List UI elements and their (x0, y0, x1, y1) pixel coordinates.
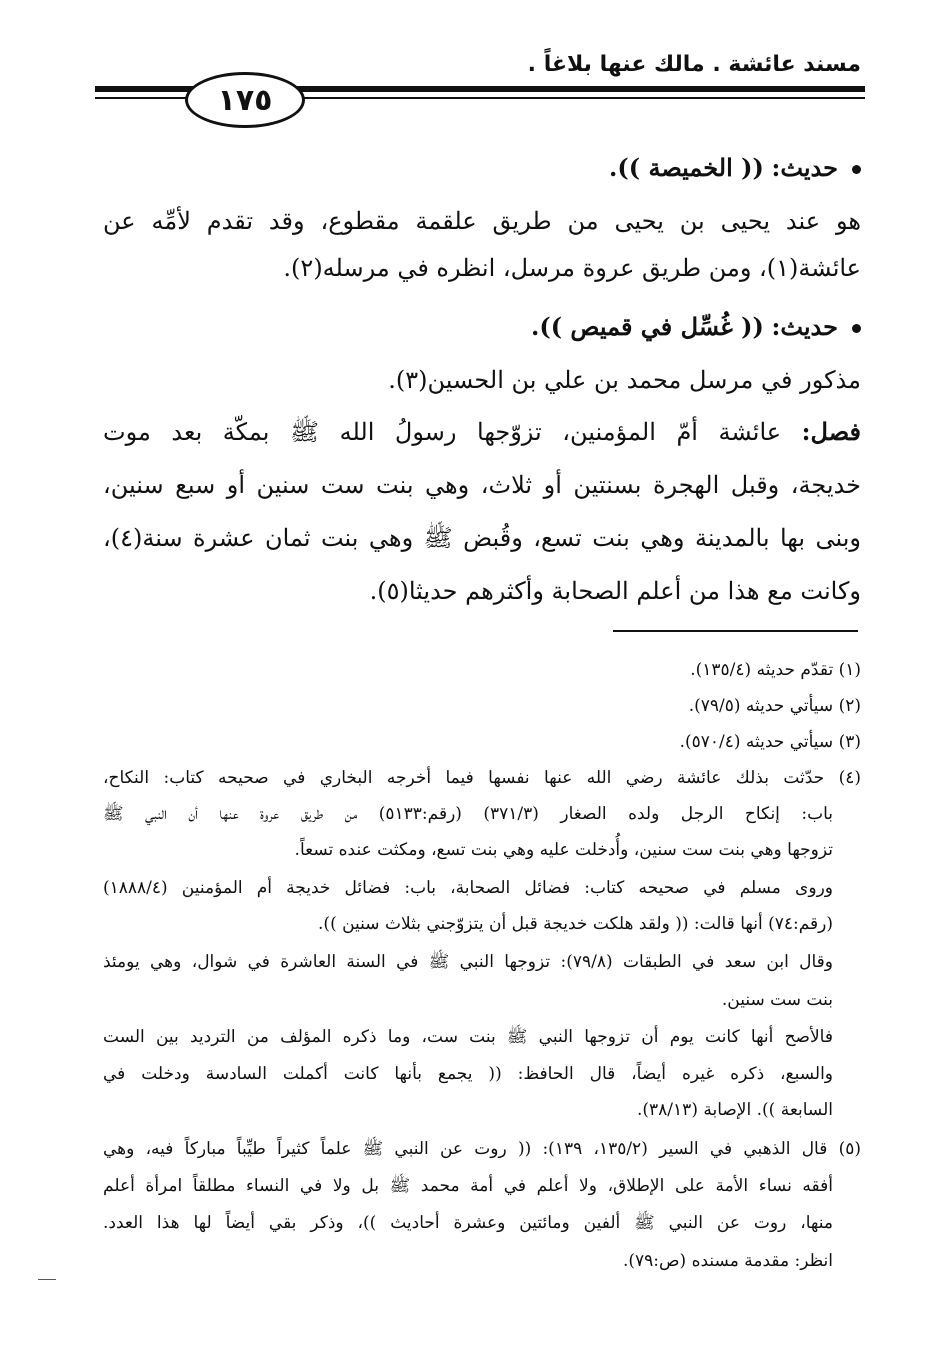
hadith-label: حديث: (771, 312, 838, 341)
footnote-line: والسبع، ذكره غيره أيضاً، قال الحافظ: (( يجمع بأنها كانت أكملت السادسة ودخلت في (103, 1064, 833, 1084)
footnote-line: أفقه نساء الأمة على الإطلاق، ولا أعلم في أمة محمد ﷺ بل ولا في النساء مطلقاً امرأة أعلم (103, 1176, 833, 1196)
bullet-icon (852, 165, 861, 174)
hadith-heading-2 (531, 309, 861, 345)
paragraph-line: وكانت مع هذا من أعلم الصحابة وأكثرهم حديثا(٥). (369, 577, 861, 605)
paragraph-line: هو عند يحيى بن يحيى من طريق علقمة مقطوع، وقد تقدم لأمِّه عن (103, 207, 861, 235)
running-title: مسند عائشة . مالك عنها بلاغاً . (527, 52, 861, 77)
footnote-3: (٣) سيأتي حديثه (٥٧٠/٤). (679, 732, 861, 752)
hadith-title: (( الخميصة )). (609, 153, 764, 182)
bullet-icon (852, 324, 861, 333)
footnote-line: وقال ابن سعد في الطبقات (٧٩/٨): تزوجها النبي ﷺ في السنة العاشرة في شوال، وهي يومئذ (103, 952, 834, 972)
hadith-title: (( غُسِّل في قميص )). (531, 312, 764, 341)
page-number: ١٧٥ (185, 72, 305, 128)
hadith-label: حديث: (771, 153, 838, 182)
footnote-separator (613, 630, 858, 632)
paragraph-line: وبنى بها بالمدينة وهي بنت تسع، وقُبض ﷺ وهي بنت ثمان عشرة سنة(٤)، (103, 524, 861, 552)
footnote-line: باب: إنكاح الرجل ولده الصغار (٣٧١/٣) (رقم:٥١٣٣) من طريق عروة عنها أن النبي ﷺ (103, 804, 834, 824)
hadith-heading-1 (609, 150, 861, 186)
fasl-label: فصل: (801, 417, 861, 446)
footnote-line: وروى مسلم في صحيحه كتاب: فضائل الصحابة، باب: فضائل خديجة أم المؤمنين (١٨٨٨/٤) (103, 878, 833, 898)
footnote-line: (رقم:٧٤) أنها قالت: (( ولقد هلكت خديجة قبل أن يتزوّجني بثلاث سنين )). (318, 914, 833, 934)
paragraph-text: عائشة أمّ المؤمنين، تزوّجها رسولُ الله ﷺ بمكّة بعد موت (103, 418, 782, 446)
footnote-5: (٥) قال الذهبي في السير (١٣٥/٢، ١٣٩): (( روت عن النبي ﷺ علماً كثيراً طيِّباً مباركاً فيه، وهي (103, 1139, 862, 1159)
fasl-line (103, 414, 861, 450)
footnote-1: (١) تقدّم حديثه (١٣٥/٤). (690, 660, 861, 680)
footnote-line: انظر: مقدمة مسنده (ص:٧٩). (622, 1251, 833, 1271)
paragraph-line: عائشة(١)، ومن طريق عروة مرسل، انظره في مرسله(٢). (283, 254, 861, 282)
footnote-4: (٤) حدّثت بذلك عائشة رضي الله عنها نفسها فيما أخرجه البخاري في صحيحه كتاب: النكاح، (103, 768, 861, 788)
footnote-line: السابعة )). الإصابة (٣٨/١٣). (637, 1100, 833, 1120)
footnote-line: بنت ست سنين. (721, 990, 833, 1010)
footnote-line: منها، روت عن النبي ﷺ ألفين ومائتين وعشرة أحاديث ))، وذكر بقي أيضاً لها هذا العدد. (103, 1213, 833, 1233)
paragraph-line: خديجة، وقبل الهجرة بسنتين أو ثلاث، وهي بنت ست سنين أو سبع سنين، (103, 471, 861, 499)
margin-mark (38, 1279, 56, 1280)
footnote-line: فالأصح أنها كانت يوم أن تزوجها النبي ﷺ بنت ست، وما ذكره المؤلف من الترديد بين الست (103, 1027, 833, 1047)
paragraph-line: مذكور في مرسل محمد بن علي بن الحسين(٣). (388, 366, 861, 394)
footnote-2: (٢) سيأتي حديثه (٧٩/٥). (688, 696, 861, 716)
footnote-line: تزوجها وهي بنت ست سنين، وأُدخلت عليه وهي بنت تسع، ومكثت عنده تسعاً. (294, 840, 833, 860)
